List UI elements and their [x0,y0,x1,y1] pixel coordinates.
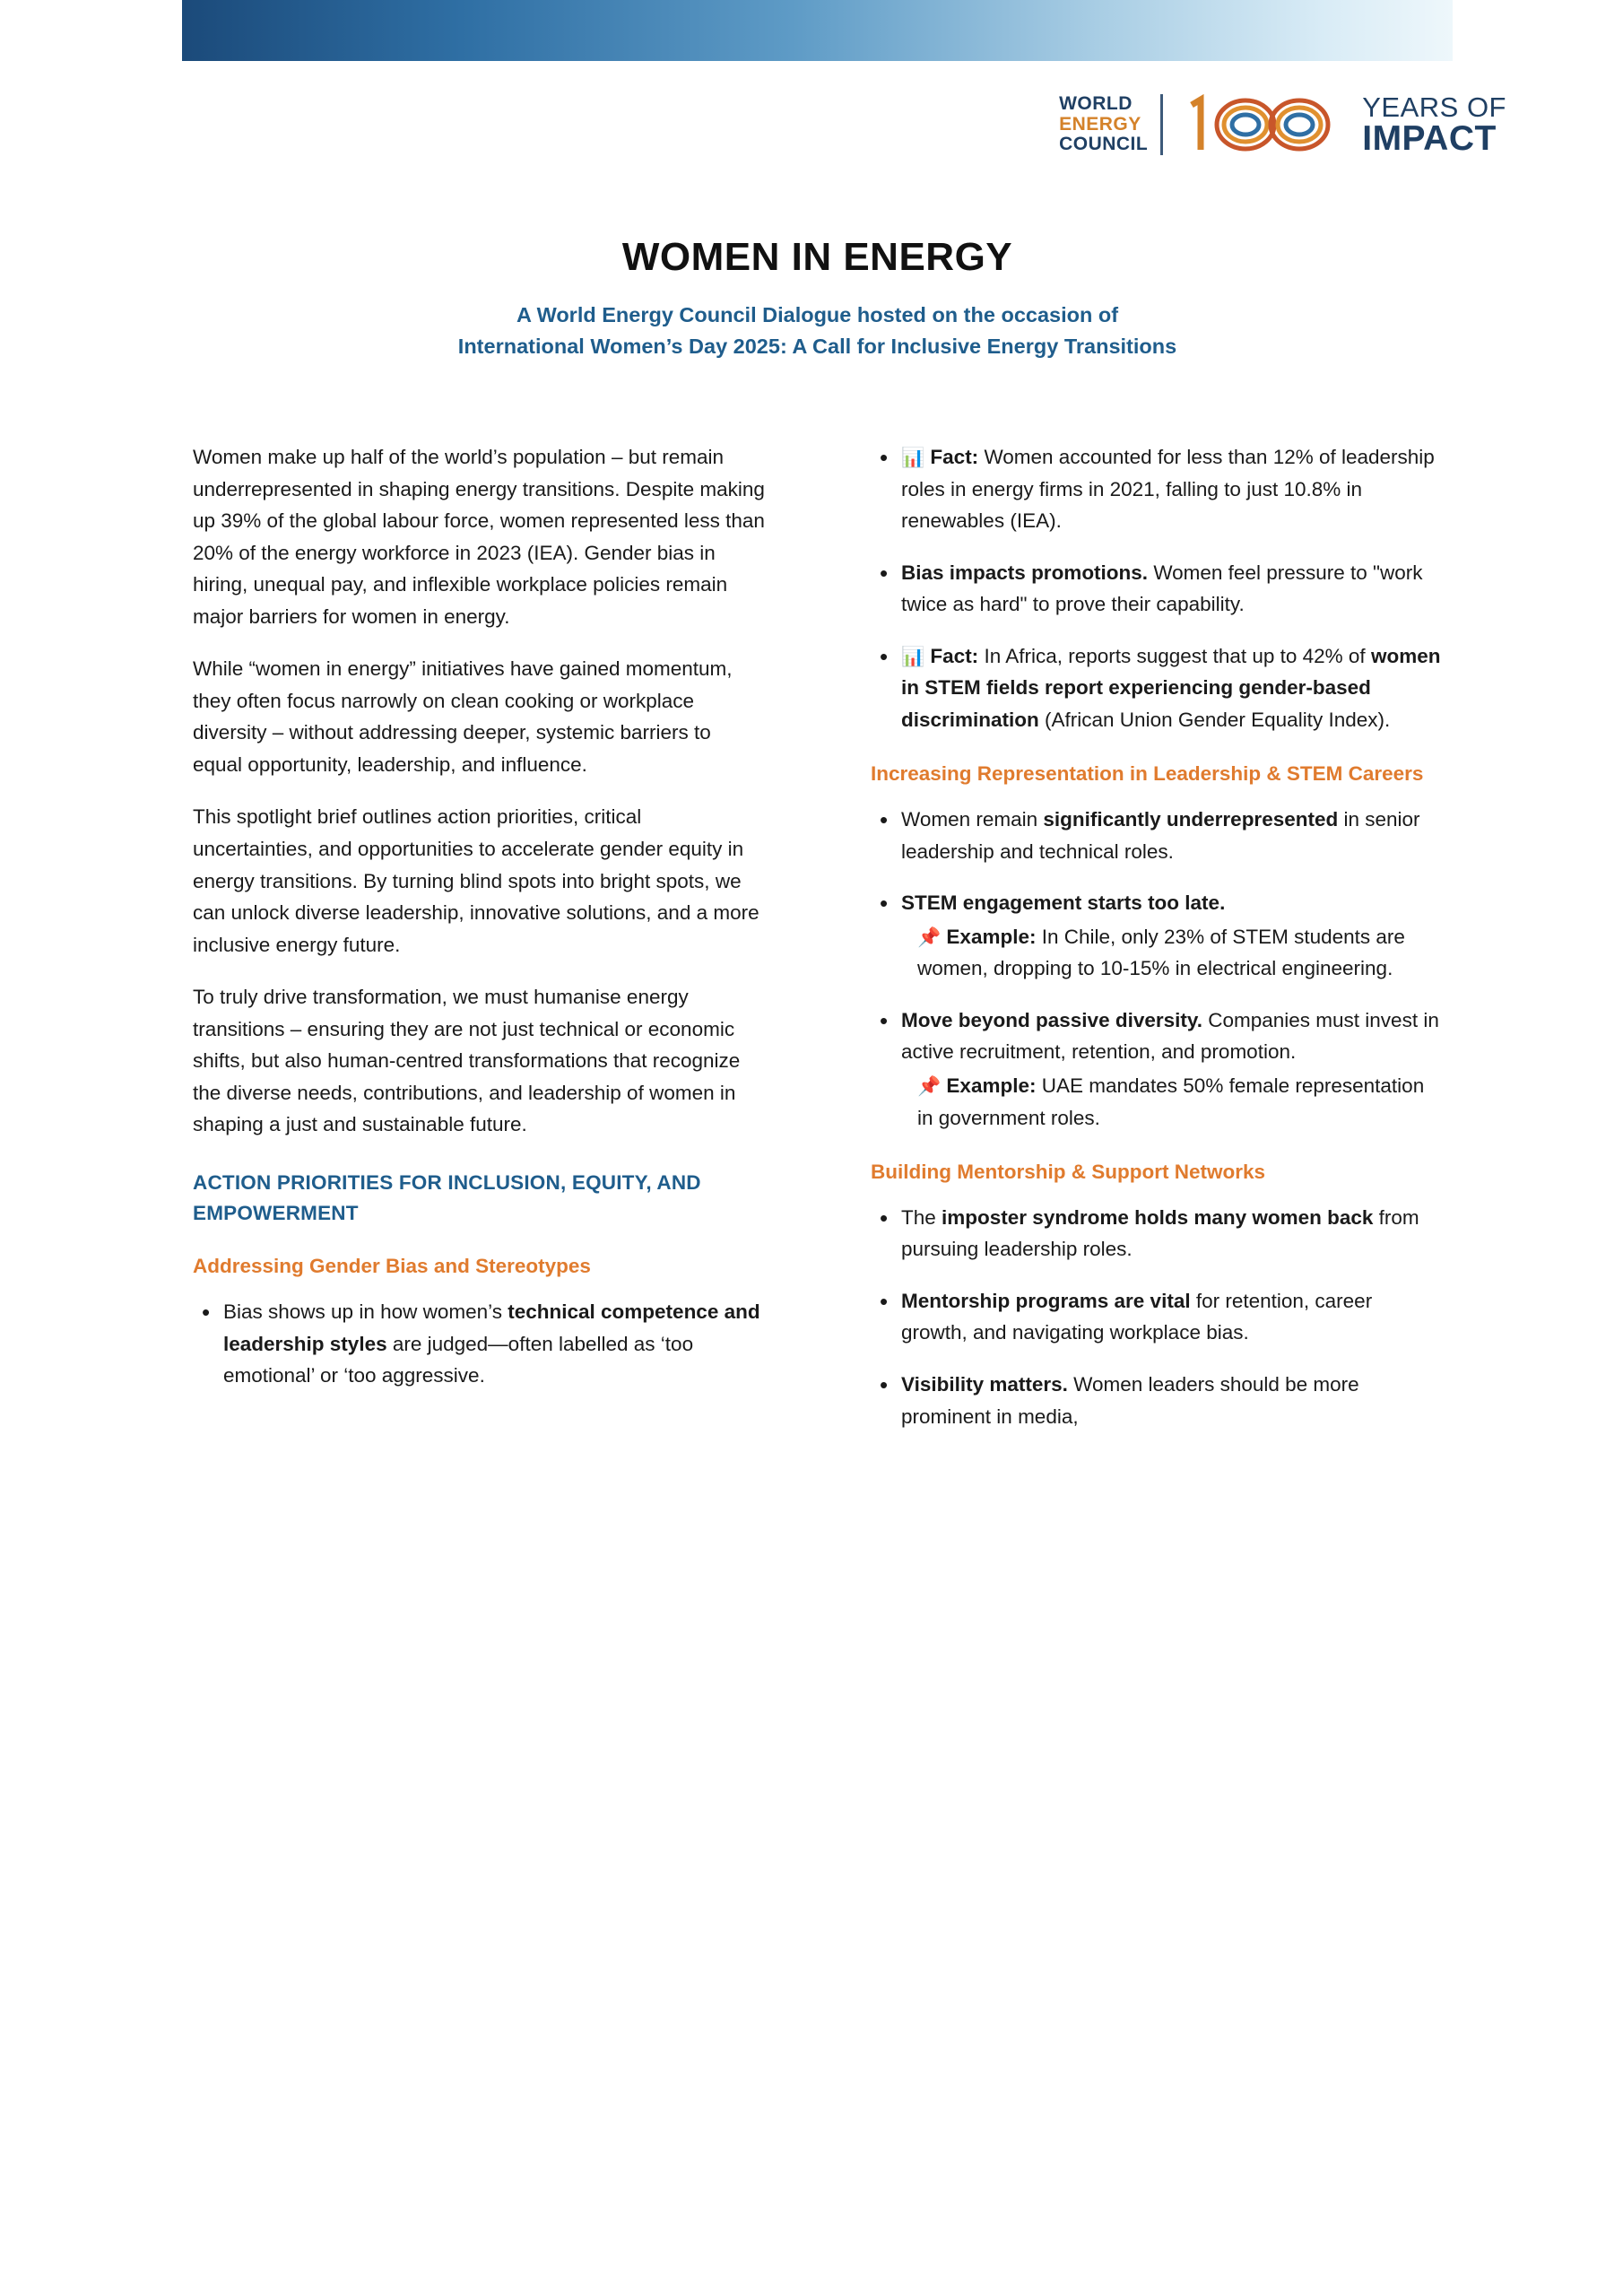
example-text: In Chile, only 23% of STEM students are women, dropping to 10-15% in electrical engineering. [917,925,1405,980]
fact-text: Women accounted for less than 12% of leadership roles in energy firms in 2021, falling to just 10.8% in renewables (IEA). [901,446,1435,533]
list-item [871,1004,1443,1134]
bullet-text-bold: Move beyond passive diversity. [901,1008,1202,1031]
page-title: WOMEN IN ENERGY [621,235,1013,279]
logo-line-world: WORLD [1059,92,1133,114]
subsection-heading-representation: Increasing Representation in Leadership & STEM Careers [871,762,1424,786]
bullet-text-post: in senior leadership and technical roles. [901,808,1420,863]
left-column [193,441,765,1452]
bullet-text-pre: The [901,1205,942,1229]
list-item [871,441,1443,537]
example-line [901,921,1443,985]
fact-label: Fact: [930,446,979,468]
bias-promotions-label: Bias impacts promotions. [901,561,1149,584]
example-line [901,1070,1443,1134]
bullet-text-pre: Women remain [901,808,1044,831]
bullet-text-post: for retention, career growth, and navigating workplace bias. [901,1289,1373,1344]
list-item [193,1296,765,1392]
list-item [871,1369,1443,1432]
bullet-list-gender-bias [193,1296,765,1392]
infinity-100-icon [1179,91,1348,159]
example-text: UAE mandates 50% female representation in government roles. [917,1074,1425,1129]
bar-chart-icon: 📊 [901,448,925,468]
years-of-label: YEARS OF [1362,91,1506,123]
fact-text-pre: In Africa, reports suggest that up to 42% of [978,644,1371,667]
section-heading-action-priorities: ACTION PRIORITIES FOR INCLUSION, EQUITY, AND EMPOWERMENT [193,1170,701,1224]
bar-chart-icon: 📊 [901,646,925,667]
world-energy-council-wordmark [1059,94,1163,155]
bullet-text-bold: Visibility matters. [901,1372,1068,1396]
brand-logo [1059,86,1506,163]
fact-label: Fact: [930,644,979,667]
bullet-text-post: from pursuing leadership roles. [901,1205,1419,1261]
pushpin-icon: 📌 [917,926,942,948]
list-item [871,804,1443,867]
intro-paragraph-3: This spotlight brief outlines action priorities, critical uncertainties, and opportunities to accelerate gender equity in energy transitions. By turning blind spots into bright spots, we can unlock diverse leadership, innovative solutions, and a more inclusive energy future. [193,805,759,956]
bullet-text-pre: Bias shows up in how women’s [223,1300,508,1324]
logo-line-energy: ENERGY [1059,113,1141,135]
intro-paragraph-2: While “women in energy” initiatives have gained momentum, they often focus narrowly on clean cooking or workplace diversity – without addressing deeper, systemic barriers to equal opportunity, leadership, and influence. [193,657,733,776]
bias-promotions-text: Women feel pressure to "work twice as hard" to prove their capability. [901,561,1423,616]
intro-paragraph-4: To truly drive transformation, we must humanise energy transitions – ensuring they are not just technical or economic shifts, but also human-centred transformations that recognize the diverse needs, contributions, and leadership of women in shaping a just and sustainable future. [193,986,741,1136]
subtitle-line-2: International Women’s Day 2025: A Call for Inclusive Energy Transitions [457,335,1177,359]
bullet-text-post: are judged—often labelled as ‘too emotional’ or ‘too aggressive. [223,1332,694,1387]
bullet-list-mentorship [871,1202,1443,1432]
bullet-list-representation [871,804,1443,1134]
list-item [871,1285,1443,1349]
fact-text-post: (African Union Gender Equality Index). [1038,708,1391,731]
subsection-heading-mentorship: Building Mentorship & Support Networks [871,1161,1265,1184]
years-of-impact-wordmark [1362,93,1506,156]
right-column [871,441,1443,1452]
list-item [871,640,1443,736]
example-label: Example: [946,925,1037,948]
list-item [871,1202,1443,1265]
bullet-text-post: Companies must invest in active recruitment, retention, and promotion. [901,1008,1439,1064]
bullet-text-post: Women leaders should be more prominent in media, [901,1372,1359,1428]
logo-line-council: COUNCIL [1059,134,1149,155]
subtitle-line-1: A World Energy Council Dialogue hosted on the occasion of [516,303,1119,326]
header-gradient-bar [182,0,1453,61]
intro-paragraph-1: Women make up half of the world’s population – but remain underrepresented in shaping energy transitions. Despite making up 39% of the global labour force, women represented less than 20% of the energy workforce in 2023 (IEA). Gender bias in hiring, unequal pay, and inflexible workplace policies remain major barriers for women in energy. [193,446,765,628]
title-block [182,235,1453,363]
body-columns [193,441,1444,1452]
bullet-text-bold: imposter syndrome holds many women back [942,1205,1374,1229]
bullet-text-bold: significantly underrepresented [1043,808,1339,831]
list-item [871,887,1443,985]
fact-text-bold: women in STEM fields report experiencing gender-based discrimination [901,644,1441,731]
pushpin-icon: 📌 [917,1075,942,1097]
bullet-text-bold: Mentorship programs are vital [901,1289,1191,1312]
bullet-text-bold: technical competence and leadership styles [223,1300,760,1355]
page-subtitle [182,300,1453,363]
subsection-heading-gender-bias: Addressing Gender Bias and Stereotypes [193,1255,591,1278]
bullet-text-bold: STEM engagement starts too late. [901,891,1226,915]
example-label: Example: [946,1074,1037,1097]
bullet-list-facts [871,441,1443,735]
impact-label: IMPACT [1362,119,1497,158]
list-item [871,557,1443,621]
